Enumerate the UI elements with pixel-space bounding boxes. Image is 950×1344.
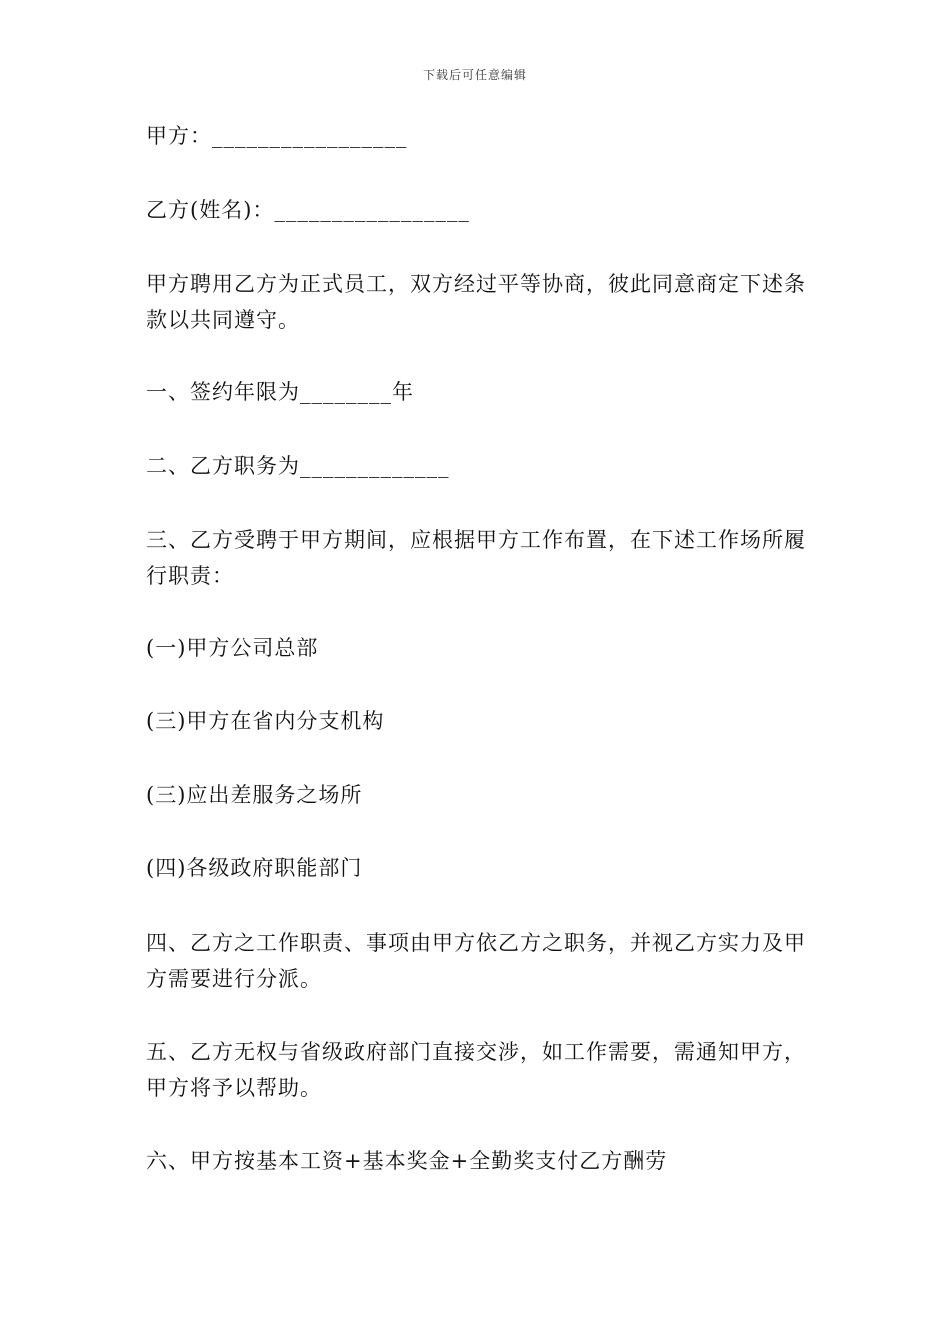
party-a-line: 甲方：_________________ (146, 124, 408, 148)
party-b-line: 乙方(姓名)：_________________ (146, 198, 470, 222)
workplace-item-business-trip: (三)应出差服务之场所 (146, 783, 363, 807)
clause-government-contact: 五、乙方无权与省级政府部门直接交涉，如工作需要，需通知甲方，甲方将予以帮助。 (146, 1040, 806, 1100)
page-header-note: 下载后可任意编辑 (422, 68, 527, 82)
clause-term: 一、签约年限为________年 (146, 380, 414, 404)
clause-position: 二、乙方职务为_____________ (146, 454, 450, 478)
clause-compensation: 六、甲方按基本工资+基本奖金+全勤奖支付乙方酬劳 (146, 1149, 668, 1173)
intro-paragraph: 甲方聘用乙方为正式员工，双方经过平等协商，彼此同意商定下述条款以共同遵守。 (146, 272, 806, 332)
workplace-item-headquarters: (一)甲方公司总部 (146, 636, 319, 660)
clause-workplace: 三、乙方受聘于甲方期间，应根据甲方工作布置，在下述工作场所履行职责： (146, 528, 806, 588)
workplace-item-branch: (三)甲方在省内分支机构 (146, 709, 385, 733)
workplace-item-government: (四)各级政府职能部门 (146, 856, 363, 880)
clause-duties: 四、乙方之工作职责、事项由甲方依乙方之职务，并视乙方实力及甲方需要进行分派。 (146, 931, 806, 991)
